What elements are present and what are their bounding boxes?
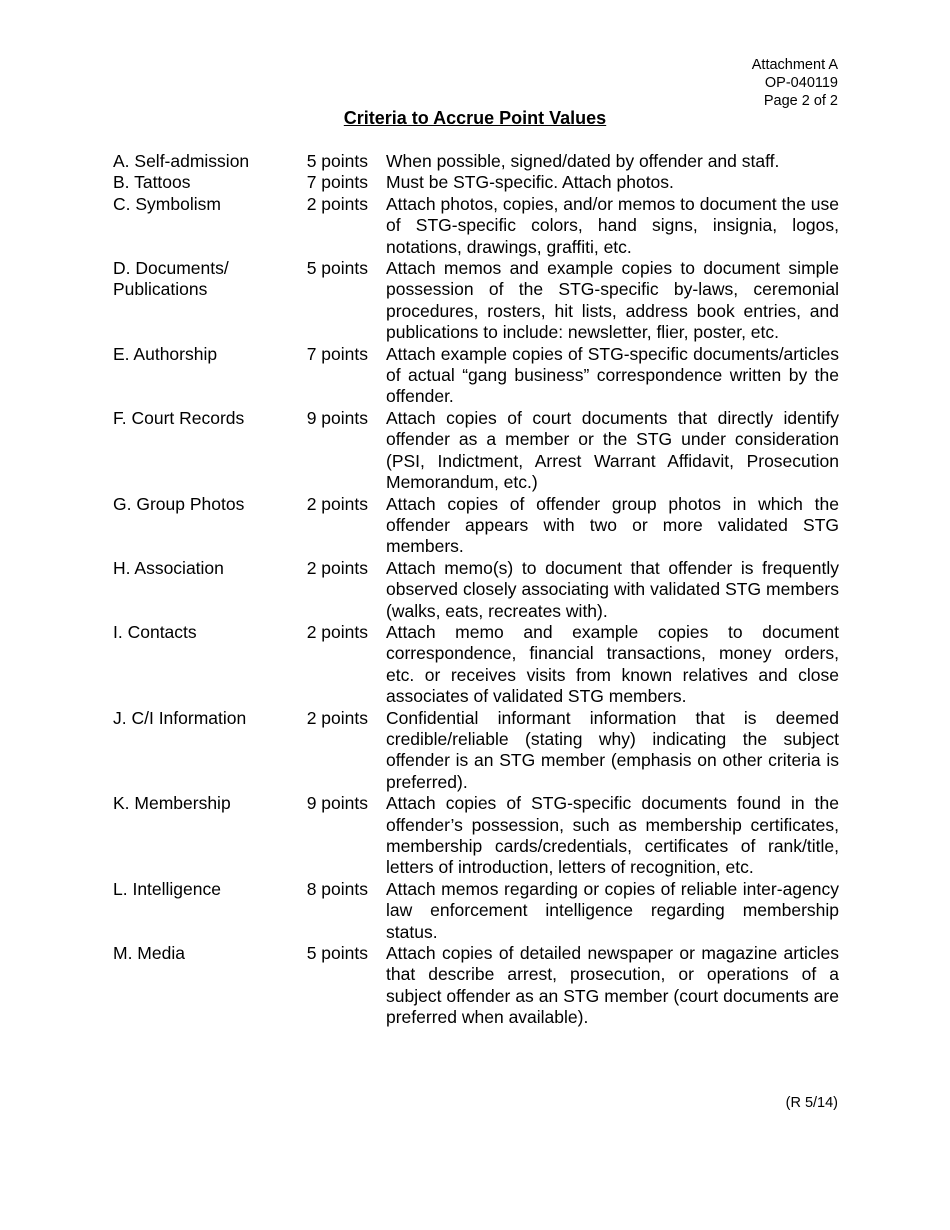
criteria-label: A. Self-admission [113, 151, 250, 171]
criteria-description: Attach copies of detailed newspaper or magazine articles that describe arrest, prosecution, or operations of a subject offender as an STG member (court documents are preferred when available). [386, 943, 839, 1028]
criteria-description: When possible, signed/dated by offender and staff. [386, 151, 780, 171]
criteria-label: J. C/I Information [113, 707, 247, 728]
criteria-row [113, 793, 839, 879]
criteria-row [113, 194, 839, 258]
criteria-description: Attach copies of offender group photos in which the offender appears with two or more validated STG members. [386, 493, 839, 557]
criteria-row [113, 558, 839, 622]
criteria-label: E. Authorship [113, 343, 218, 364]
document-number: OP-040119 [764, 75, 838, 91]
criteria-label: F. Court Records [113, 407, 245, 428]
criteria-points: 5 points [306, 258, 368, 279]
criteria-row [113, 408, 839, 494]
criteria-description: Attach copies of STG-specific documents found in the offender’s possession, such as membership certificates, membership cards/credentials, certificates of rank/title, letters of introduction, letters of recognition, etc. [386, 793, 839, 878]
criteria-row [113, 879, 839, 943]
criteria-label: G. Group Photos [113, 493, 245, 514]
criteria-label: I. Contacts [113, 621, 197, 642]
criteria-label: B. Tattoos [113, 172, 191, 193]
criteria-row [113, 344, 839, 408]
criteria-description: Must be STG-specific. Attach photos. [386, 172, 674, 193]
page-title: Criteria to Accrue Point Values [343, 108, 607, 128]
criteria-label: C. Symbolism [113, 193, 221, 214]
criteria-row [113, 151, 839, 172]
criteria-points: 2 points [306, 193, 368, 214]
attachment-label: Attachment A [751, 57, 838, 73]
criteria-points: 9 points [306, 793, 368, 814]
criteria-points: 5 points [306, 151, 368, 171]
criteria-label: L. Intelligence [113, 878, 221, 899]
criteria-points: 8 points [306, 878, 368, 899]
criteria-points: 5 points [306, 943, 368, 964]
criteria-row [113, 172, 839, 193]
criteria-points: 2 points [306, 707, 368, 728]
criteria-description: Confidential informant information that is deemed credible/reliable (stating why) indicating the subject offender is an STG member (emphasis on other criteria is preferred). [386, 707, 839, 792]
criteria-label: M. Media [113, 943, 185, 964]
criteria-description: Attach copies of court documents that directly identify offender as a member or the STG under consideration (PSI, Indictment, Arrest Warrant Affidavit, Prosecution Memorandum, etc.) [386, 407, 839, 493]
criteria-row [113, 708, 839, 794]
page-number: Page 2 of 2 [763, 93, 838, 109]
criteria-label: D. Documents/ Publications [113, 258, 229, 300]
criteria-points: 7 points [306, 343, 368, 364]
criteria-row [113, 943, 839, 1029]
criteria-list [113, 151, 839, 1029]
criteria-description: Attach memo(s) to document that offender is frequently observed closely associating with validated STG members (walks, eats, recreates with). [386, 557, 839, 621]
criteria-points: 7 points [306, 172, 368, 193]
criteria-row [113, 258, 839, 344]
criteria-row [113, 622, 839, 708]
criteria-label: H. Association [113, 557, 224, 578]
criteria-label: K. Membership [113, 793, 231, 814]
criteria-description: Attach memo and example copies to document correspondence, financial transactions, money orders, etc. or receives visits from known relatives and close associates of validated STG members. [386, 621, 839, 707]
criteria-points: 2 points [306, 493, 368, 514]
criteria-points: 2 points [306, 621, 368, 642]
criteria-points: 9 points [306, 407, 368, 428]
criteria-description: Attach memos regarding or copies of reliable inter-agency law enforcement intelligence regarding membership status. [386, 878, 839, 942]
criteria-row [113, 494, 839, 558]
criteria-points: 2 points [306, 557, 368, 578]
document-header [752, 56, 838, 110]
criteria-description: Attach example copies of STG-specific documents/articles of actual “gang business” correspondence written by the offender. [386, 343, 839, 407]
criteria-description: Attach photos, copies, and/or memos to document the use of STG-specific colors, hand signs, insignia, logos, notations, drawings, graffiti, etc. [386, 193, 839, 257]
criteria-description: Attach memos and example copies to document simple possession of the STG-specific by-laws, ceremonial procedures, rosters, hit lists, address book entries, and publications to include: newsletter, flier, poster, etc. [386, 258, 839, 343]
revision-note: (R 5/14) [785, 1095, 838, 1111]
